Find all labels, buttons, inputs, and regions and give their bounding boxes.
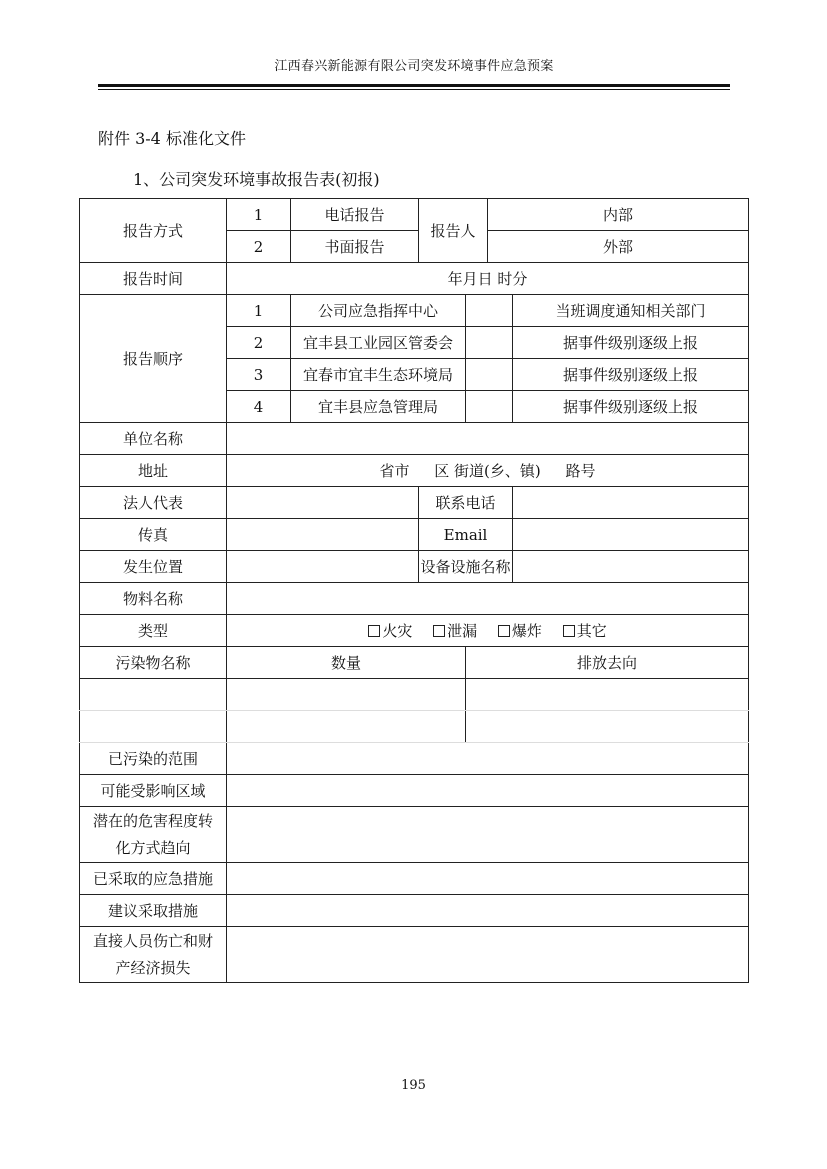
checkbox-icon: [368, 625, 380, 637]
document-header: 江西春兴新能源有限公司突发环境事件应急预案: [274, 59, 554, 74]
order-blank[interactable]: [466, 391, 513, 423]
suggested-measures-label: 建议采取措施: [80, 895, 227, 927]
order-blank[interactable]: [466, 359, 513, 391]
address-road: 路号: [565, 461, 596, 480]
fax-field[interactable]: [227, 519, 419, 551]
hazard-label: 潜在的危害程度转 化方式趋向: [80, 807, 227, 863]
reporter-label: 报告人: [419, 199, 488, 263]
reporter-external[interactable]: 外部: [488, 231, 749, 263]
material-row: [80, 583, 749, 615]
checkbox-icon: [563, 625, 575, 637]
pollutant-dest-field[interactable]: [466, 711, 749, 743]
report-method-written: 书面报告: [291, 231, 419, 263]
polluted-scope-label: 已污染的范围: [80, 743, 227, 775]
report-method-label: 报告方式: [80, 199, 227, 263]
location-label: 发生位置: [80, 551, 227, 583]
phone-field[interactable]: [513, 487, 749, 519]
measures-taken-row: [80, 863, 749, 895]
pollutant-name-field[interactable]: [80, 711, 227, 743]
fax-label: 传真: [80, 519, 227, 551]
polluted-scope-row: [80, 743, 749, 775]
pollutant-name-label: 污染物名称: [80, 647, 227, 679]
unit-name-row: [80, 423, 749, 455]
order-org: 宜丰县应急管理局: [291, 391, 466, 423]
material-field[interactable]: [227, 583, 749, 615]
report-method-no: 2: [227, 231, 291, 263]
measures-taken-label: 已采取的应急措施: [80, 863, 227, 895]
pollutant-dest-label: 排放去向: [466, 647, 749, 679]
equipment-label: 设备设施名称: [419, 551, 513, 583]
measures-taken-field[interactable]: [227, 863, 749, 895]
pollutant-dest-field[interactable]: [466, 679, 749, 711]
order-org: 宜春市宜丰生态环境局: [291, 359, 466, 391]
type-explosion-checkbox[interactable]: 爆炸: [498, 621, 542, 641]
unit-name-field[interactable]: [227, 423, 749, 455]
page-number: 195: [401, 1078, 426, 1093]
address-field[interactable]: [227, 455, 749, 487]
order-no: 2: [227, 327, 291, 359]
affected-area-label: 可能受影响区域: [80, 775, 227, 807]
hazard-field[interactable]: [227, 807, 749, 863]
type-row: [80, 615, 749, 647]
reporter-internal[interactable]: 内部: [488, 199, 749, 231]
type-label: 类型: [80, 615, 227, 647]
unit-name-label: 单位名称: [80, 423, 227, 455]
phone-label: 联系电话: [419, 487, 513, 519]
order-no: 1: [227, 295, 291, 327]
order-action: 据事件级别逐级上报: [513, 327, 749, 359]
header-rule-thick: [98, 84, 730, 87]
casualties-row: [80, 927, 749, 983]
header-rule-thin: [98, 89, 730, 90]
report-method-row-1: [80, 199, 749, 231]
order-no: 3: [227, 359, 291, 391]
type-leak-checkbox[interactable]: 泄漏: [433, 621, 477, 641]
order-blank[interactable]: [466, 295, 513, 327]
address-province-city: 省市: [379, 461, 410, 480]
address-row: [80, 455, 749, 487]
order-action: 据事件级别逐级上报: [513, 359, 749, 391]
pollutant-entry-row: [80, 679, 749, 711]
casualties-label: 直接人员伤亡和财 产经济损失: [80, 927, 227, 983]
pollutant-name-field[interactable]: [80, 679, 227, 711]
order-org: 宜丰县工业园区管委会: [291, 327, 466, 359]
report-time-field[interactable]: 年月日 时分: [227, 263, 749, 295]
type-options: [227, 615, 749, 647]
location-field[interactable]: [227, 551, 419, 583]
checkbox-icon: [433, 625, 445, 637]
order-action: 当班调度通知相关部门: [513, 295, 749, 327]
report-order-row-1: [80, 295, 749, 327]
report-time-label: 报告时间: [80, 263, 227, 295]
order-blank[interactable]: [466, 327, 513, 359]
annex-title: 附件 3-4 标准化文件: [98, 129, 246, 148]
polluted-scope-field[interactable]: [227, 743, 749, 775]
suggested-measures-field[interactable]: [227, 895, 749, 927]
checkbox-icon: [498, 625, 510, 637]
legal-rep-row: [80, 487, 749, 519]
address-district-street: 区 街道(乡、镇): [434, 461, 541, 480]
report-time-row: [80, 263, 749, 295]
suggested-measures-row: [80, 895, 749, 927]
report-order-label: 报告顺序: [80, 295, 227, 423]
order-no: 4: [227, 391, 291, 423]
affected-area-row: [80, 775, 749, 807]
report-method-phone: 电话报告: [291, 199, 419, 231]
incident-report-form: [79, 198, 749, 983]
pollutant-header-row: [80, 647, 749, 679]
pollutant-qty-field[interactable]: [227, 711, 466, 743]
location-row: [80, 551, 749, 583]
affected-area-field[interactable]: [227, 775, 749, 807]
pollutant-entry-row: [80, 711, 749, 743]
legal-rep-label: 法人代表: [80, 487, 227, 519]
fax-row: [80, 519, 749, 551]
pollutant-qty-field[interactable]: [227, 679, 466, 711]
type-fire-checkbox[interactable]: 火灾: [368, 621, 412, 641]
casualties-field[interactable]: [227, 927, 749, 983]
report-method-no: 1: [227, 199, 291, 231]
order-org: 公司应急指挥中心: [291, 295, 466, 327]
form-title: 1、公司突发环境事故报告表(初报): [133, 170, 380, 189]
legal-rep-field[interactable]: [227, 487, 419, 519]
email-field[interactable]: [513, 519, 749, 551]
equipment-field[interactable]: [513, 551, 749, 583]
pollutant-qty-label: 数量: [227, 647, 466, 679]
address-label: 地址: [80, 455, 227, 487]
email-label: Email: [419, 519, 513, 551]
order-action: 据事件级别逐级上报: [513, 391, 749, 423]
material-label: 物料名称: [80, 583, 227, 615]
type-other-checkbox[interactable]: 其它: [563, 621, 607, 641]
hazard-row: [80, 807, 749, 863]
